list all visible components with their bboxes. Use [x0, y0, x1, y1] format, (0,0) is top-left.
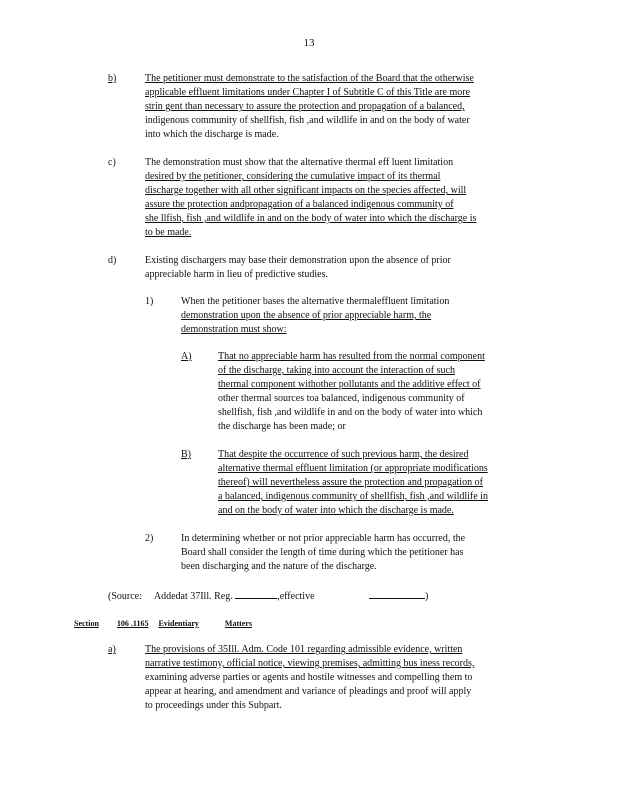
paragraph-b	[145, 72, 533, 142]
subparagraph-b-line: and on the body of water into which the discharge is made.	[218, 505, 454, 516]
subparagraph-a-line: the discharge has been made; or	[218, 421, 346, 432]
paragraph-c-line: The demonstration must show that the alternative thermal eff luent limitation	[145, 157, 454, 168]
subparagraph-a	[218, 350, 538, 434]
subparagraph-2-line: Board shall consider the length of time during which the petitioner has	[181, 547, 464, 558]
paragraph-d-marker: d)	[108, 255, 117, 266]
paragraph-c-line: assure the protection andpropagation of a balanced indigenous community of	[145, 199, 454, 210]
paragraph-c-marker: c)	[108, 157, 116, 168]
subparagraph-2	[181, 532, 521, 574]
source-prefix: (Source:	[108, 591, 142, 602]
paragraph-a-line: narrative testimony, official notice, viewing premises, admitting bus iness records,	[145, 658, 475, 669]
paragraph-b-line: The petitioner must demonstrate to the satisfaction of the Board that the otherwise	[145, 73, 474, 84]
subparagraph-b-line: That despite the occurrence of such previous harm, the desired	[218, 449, 469, 460]
subparagraph-b-line: alternative thermal effluent limitation (or appropriate modifications	[218, 463, 488, 474]
paragraph-d-line: appreciable harm in lieu of predictive studies.	[145, 269, 328, 280]
section-title-2: Matters	[224, 619, 252, 628]
paragraph-b-line: applicable effluent limitations under Chapter I of Subtitle C of this Title are more	[145, 87, 471, 98]
subparagraph-1-marker: 1)	[145, 296, 154, 307]
effective-date-blank	[369, 588, 425, 599]
paragraph-a-line: The provisions of 35Ill. Adm. Code 101 regarding admissible evidence, written	[145, 644, 463, 655]
source-close: )	[425, 591, 429, 602]
subparagraph-b-marker: B)	[181, 449, 191, 460]
paragraph-b-line: into which the discharge is made.	[145, 129, 279, 140]
paragraph-a-line: examining adverse parties or agents and hostile witnesses and compelling them to	[145, 672, 473, 683]
subparagraph-a-marker: A)	[181, 351, 192, 362]
subparagraph-b-line: thereof) will nevertheless assure the protection and propagation of	[218, 477, 483, 488]
paragraph-c	[145, 156, 545, 240]
subparagraph-1-line: demonstration upon the absence of prior appreciable harm, the	[181, 310, 432, 321]
paragraph-a-marker: a)	[108, 644, 116, 655]
paragraph-d	[145, 254, 525, 282]
subparagraph-a-line: shellfish, fish ,and wildlife in and on the body of water into which	[218, 407, 483, 418]
paragraph-b-line: strin gent than necessary to assure the protection and propagation of a balanced,	[145, 101, 465, 112]
section-title: Evidentiary	[158, 619, 199, 628]
subparagraph-2-marker: 2)	[145, 533, 154, 544]
section-label: Section	[74, 619, 99, 628]
paragraph-a-line: appear at hearing, and amendment and variance of pleadings and proof will apply	[145, 686, 472, 697]
subparagraph-b	[218, 448, 542, 518]
subparagraph-a-line: of the discharge, taking into account the interaction of such	[218, 365, 455, 376]
subparagraph-2-line: been discharging and the nature of the discharge.	[181, 561, 377, 572]
paragraph-b-line: indigenous community of shellfish, fish ,and wildlife in and on the body of water	[145, 115, 470, 126]
source-effective: ,effective	[277, 591, 315, 602]
source-note	[108, 588, 428, 604]
register-blank	[235, 588, 277, 599]
subparagraph-2-line: In determining whether or not prior appreciable harm has occurred, the	[181, 533, 466, 544]
paragraph-a	[145, 643, 540, 713]
paragraph-c-line: desired by the petitioner, considering the cumulative impact of its thermal	[145, 171, 441, 182]
subparagraph-a-line: thermal component withother pollutants and the additive effect of	[218, 379, 481, 390]
section-heading	[74, 617, 252, 631]
source-added: Addedat 37Ill. Reg.	[153, 591, 233, 602]
page-number: 13	[303, 37, 315, 49]
paragraph-c-line: she llfish, fish ,and wildlife in and on the body of water into which the discharge is	[145, 213, 477, 224]
paragraph-b-marker: b)	[108, 73, 117, 84]
paragraph-a-line: to proceedings under this Subpart.	[145, 700, 282, 711]
subparagraph-a-line: other thermal sources toa balanced, indigenous community of	[218, 393, 465, 404]
subparagraph-1-line: demonstration must show:	[181, 324, 287, 335]
paragraph-c-line: to be made.	[145, 227, 192, 238]
section-number: 106 .1165	[116, 619, 149, 628]
paragraph-d-line: Existing dischargers may base their demonstration upon the absence of prior	[145, 255, 451, 266]
subparagraph-a-line: That no appreciable harm has resulted from the normal component	[218, 351, 485, 362]
subparagraph-b-line: a balanced, indigenous community of shellfish, fish ,and wildlife in	[218, 491, 488, 502]
paragraph-c-line: discharge together with all other significant impacts on the species affected, will	[145, 185, 467, 196]
subparagraph-1-line: When the petitioner bases the alternative thermaleffluent limitation	[181, 296, 450, 307]
subparagraph-1	[181, 295, 501, 337]
